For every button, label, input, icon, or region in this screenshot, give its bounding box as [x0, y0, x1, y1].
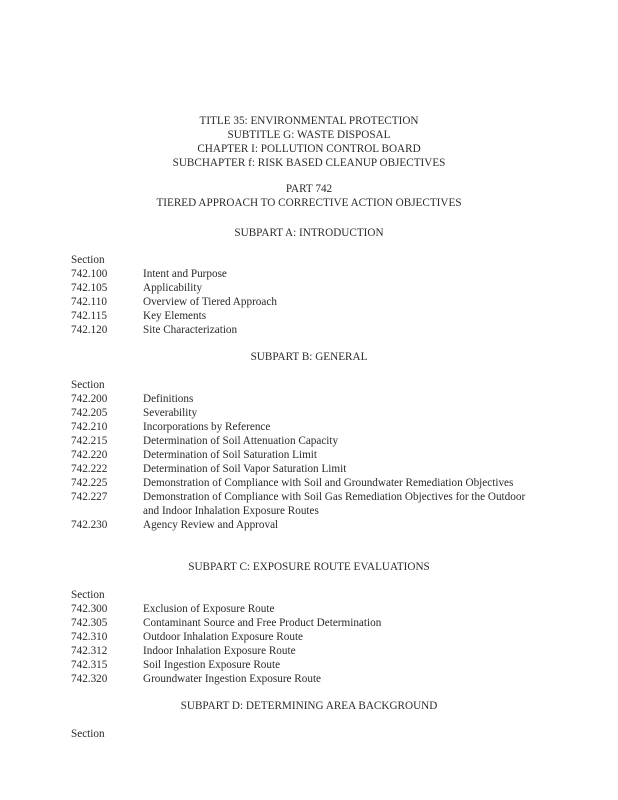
toc-row	[71, 518, 541, 532]
toc-row	[71, 281, 541, 295]
section-number: 742.115	[71, 310, 107, 322]
toc-row	[71, 462, 541, 476]
section-number: 742.210	[71, 421, 108, 433]
toc-row	[71, 630, 541, 644]
section-number: 742.312	[71, 645, 108, 657]
section-number: 742.320	[71, 673, 108, 685]
section-title: Groundwater Ingestion Exposure Route	[143, 673, 322, 685]
section-number: 742.225	[71, 477, 108, 489]
part-number: PART 742	[285, 183, 333, 195]
section-number: 742.200	[71, 393, 108, 405]
section-title: Demonstration of Compliance with Soil Gas Remediation Objectives for the Outdoor and Indoor Inhalation Exposure Routes	[143, 491, 526, 517]
toc-row	[71, 672, 541, 686]
section-number: 742.110	[71, 296, 107, 308]
toc-row	[71, 602, 541, 616]
section-number: 742.222	[71, 463, 108, 475]
toc-row	[71, 644, 541, 658]
toc-list	[71, 267, 541, 337]
section-title: Exclusion of Exposure Route	[143, 603, 275, 615]
section-title: Site Characterization	[143, 324, 238, 336]
section-number: 742.230	[71, 519, 108, 531]
section-column-label: Section	[71, 379, 105, 391]
section-number: 742.100	[71, 268, 108, 280]
title-line: TITLE 35: ENVIRONMENTAL PROTECTION	[199, 115, 419, 127]
toc-row	[71, 309, 541, 323]
section-title: Agency Review and Approval	[143, 519, 279, 531]
section-title: Contaminant Source and Free Product Determination	[143, 617, 382, 629]
section-title: Determination of Soil Saturation Limit	[143, 449, 318, 461]
subchapter-line: SUBCHAPTER f: RISK BASED CLEANUP OBJECTIVES	[172, 157, 446, 169]
toc-list	[71, 392, 541, 532]
chapter-line: CHAPTER I: POLLUTION CONTROL BOARD	[197, 143, 421, 155]
section-title: Determination of Soil Attenuation Capacity	[143, 435, 339, 447]
section-column-label: Section	[71, 254, 105, 266]
section-title: Overview of Tiered Approach	[143, 296, 277, 308]
section-title: Key Elements	[143, 310, 207, 322]
section-title: Intent and Purpose	[143, 268, 227, 280]
toc-row	[71, 267, 541, 281]
toc-row	[71, 406, 541, 420]
section-number: 742.310	[71, 631, 108, 643]
subpart-heading: SUBPART D: DETERMINING AREA BACKGROUND	[180, 700, 438, 712]
part-title: TIERED APPROACH TO CORRECTIVE ACTION OBJECTIVES	[156, 197, 462, 209]
section-title: Applicability	[143, 282, 203, 294]
toc-row	[71, 658, 541, 672]
section-number: 742.215	[71, 435, 108, 447]
section-number: 742.300	[71, 603, 108, 615]
section-title: Incorporations by Reference	[143, 421, 271, 433]
section-number: 742.227	[71, 491, 108, 503]
toc-row	[71, 295, 541, 309]
subtitle-line: SUBTITLE G: WASTE DISPOSAL	[227, 129, 391, 141]
section-title: Outdoor Inhalation Exposure Route	[143, 631, 304, 643]
toc-row	[71, 392, 541, 406]
toc-row	[71, 616, 541, 630]
toc-row	[71, 420, 541, 434]
section-number: 742.315	[71, 659, 108, 671]
section-number: 742.305	[71, 617, 108, 629]
subpart-heading: SUBPART B: GENERAL	[250, 351, 368, 363]
section-number: 742.220	[71, 449, 108, 461]
toc-row	[71, 448, 541, 462]
subpart-heading: SUBPART C: EXPOSURE ROUTE EVALUATIONS	[188, 561, 430, 573]
toc-list	[71, 602, 541, 686]
section-number: 742.120	[71, 324, 108, 336]
document-header	[0, 114, 618, 170]
section-column-label: Section	[71, 728, 105, 740]
section-number: 742.105	[71, 282, 108, 294]
section-title: Determination of Soil Vapor Saturation Limit	[143, 463, 347, 475]
toc-row	[71, 490, 541, 518]
toc-row	[71, 323, 541, 337]
section-column-label: Section	[71, 589, 105, 601]
section-title: Demonstration of Compliance with Soil and Groundwater Remediation Objectives	[143, 477, 514, 489]
section-number: 742.205	[71, 407, 108, 419]
subpart-heading: SUBPART A: INTRODUCTION	[234, 227, 384, 239]
section-title: Soil Ingestion Exposure Route	[143, 659, 281, 671]
section-title: Severability	[143, 407, 198, 419]
toc-row	[71, 434, 541, 448]
section-title: Definitions	[143, 393, 194, 405]
section-title: Indoor Inhalation Exposure Route	[143, 645, 296, 657]
toc-row	[71, 476, 541, 490]
